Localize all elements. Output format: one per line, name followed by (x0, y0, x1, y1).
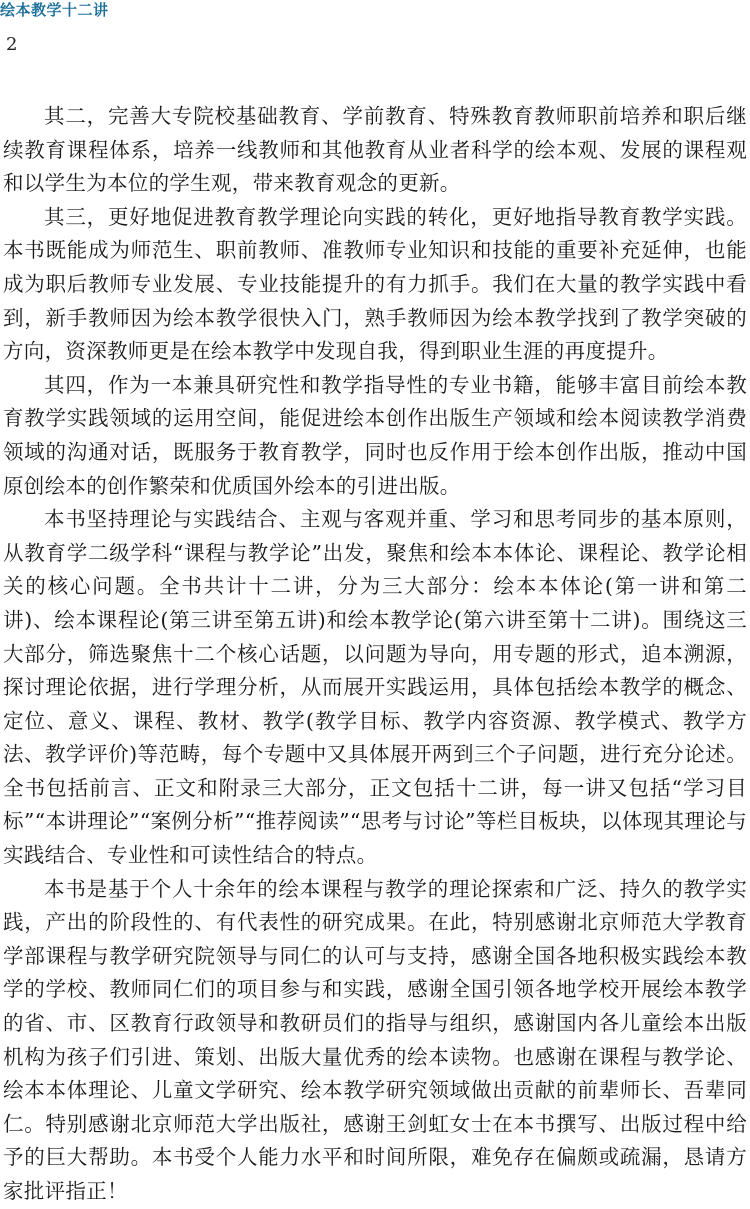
paragraph-book-structure: 本书坚持理论与实践结合、主观与客观并重、学习和思考同步的基本原则，从教育学二级学科“课程与教学论”出发，聚焦和绘本本体论、课程论、教学论相关的核心问题。全书共计十二讲，分为三大部分：绘本本体论(第一讲和第二讲)、绘本课程论(第三讲至第五讲)和绘本教学论(第六讲至第十二讲)。围绕这三大部分，筛选聚焦十二个核心话题，以问题为导向，用专题的形式，追本溯源，探讨理论依据，进行学理分析，从而展开实践运用，具体包括绘本教学的概念、定位、意义、课程、教材、教学(教学目标、教学内容资源、教学模式、教学方法、教学评价)等范畴，每个专题中又具体展开两到三个子问题，进行充分论述。全书包括前言、正文和附录三大部分，正文包括十二讲，每一讲又包括“学习目标”“本讲理论”“案例分析”“推荐阅读”“思考与讨论”等栏目板块，以体现其理论与实践结合、专业性和可读性结合的特点。 (3, 507, 747, 868)
running-header-title: 绘本教学十二讲 (0, 1, 109, 19)
body-text (3, 100, 747, 1209)
paragraph-acknowledgements: 本书是基于个人十余年的绘本课程与教学的理论探索和广泛、持久的教学实践，产出的阶段性的、有代表性的研究成果。在此，特别感谢北京师范大学教育学部课程与教学研究院领导与同仁的认可与支持，感谢全国各地积极实践绘本教学的学校、教师同仁们的项目参与和实践，感谢全国引领各地学校开展绘本教学的省、市、区教育行政领导和教研员们的指导与组织，感谢国内各儿童绘本出版机构为孩子们引进、策划、出版大量优秀的绘本读物。也感谢在课程与教学论、绘本本体理论、儿童文学研究、绘本教学研究领域做出贡献的前辈师长、吾辈同仁。特别感谢北京师范大学出版社，感谢王剑虹女士在本书撰写、出版过程中给予的巨大帮助。本书受个人能力水平和时间所限，难免存在偏颇或疏漏，恳请方家批评指正！ (3, 876, 747, 1203)
paragraph-3: 其三，更好地促进教育教学理论向实践的转化，更好地指导教育教学实践。本书既能成为师范生、职前教师、准教师专业知识和技能的重要补充延伸，也能成为职后教师专业发展、专业技能提升的有力抓手。我们在大量的教学实践中看到，新手教师因为绘本教学很快入门，熟手教师因为绘本教学找到了教学突破的方向，资深教师更是在绘本教学中发现自我，得到职业生涯的再度提升。 (3, 204, 747, 364)
paragraph-4: 其四，作为一本兼具研究性和教学指导性的专业书籍，能够丰富目前绘本教育教学实践领域的运用空间，能促进绘本创作出版生产领域和绘本阅读教学消费领域的沟通对话，既服务于教育教学，同时也反作用于绘本创作出版，推动中国原创绘本的创作繁荣和优质国外绘本的引进出版。 (3, 372, 747, 498)
paragraph-2: 其二，完善大专院校基础教育、学前教育、特殊教育教师职前培养和职后继续教育课程体系，培养一线教师和其他教育从业者科学的绘本观、发展的课程观和以学生为本位的学生观，带来教育观念的更新。 (3, 104, 747, 196)
page-number: 2 (6, 34, 18, 55)
